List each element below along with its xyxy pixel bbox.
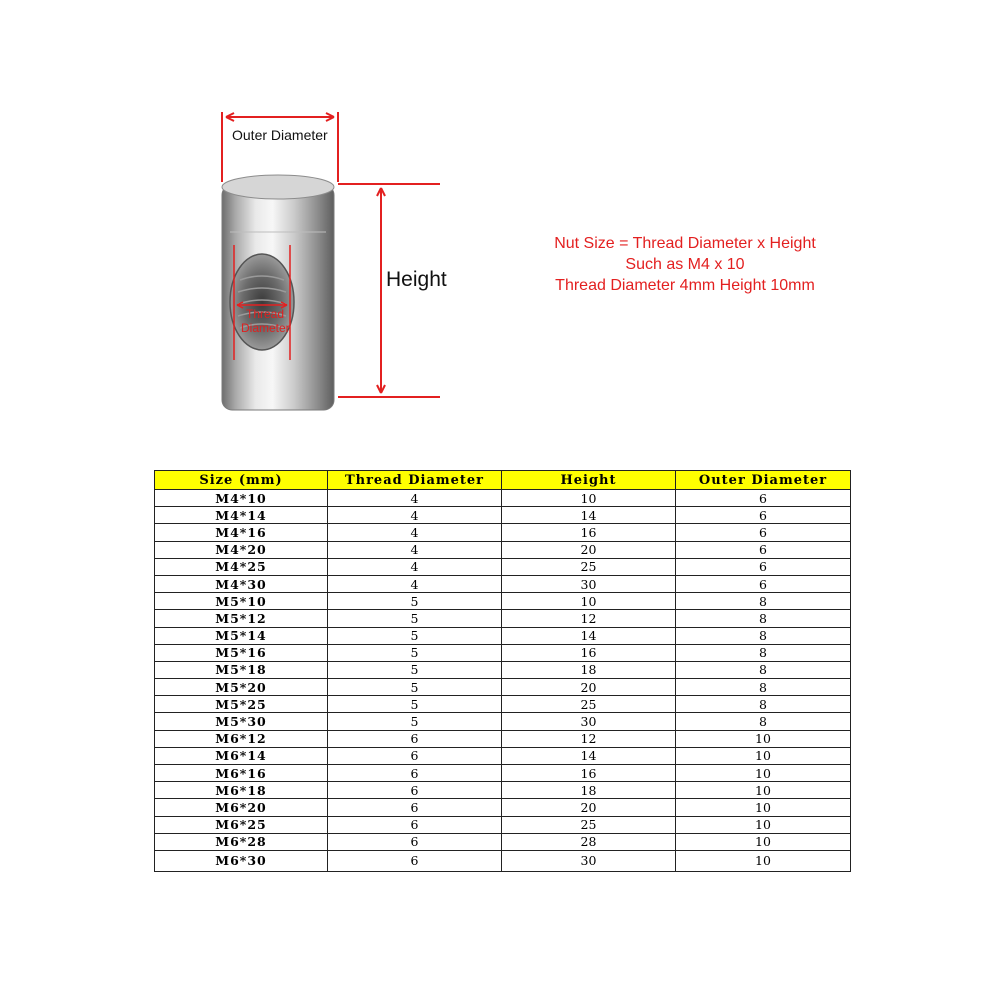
- height-cell: 20: [502, 799, 676, 816]
- thread-diameter-cell: 5: [328, 627, 502, 644]
- thread-diameter-cell: 4: [328, 558, 502, 575]
- note-line-3: Thread Diameter 4mm Height 10mm: [555, 277, 815, 294]
- outer-diameter-cell: 8: [676, 610, 851, 627]
- thread-diameter-cell: 6: [328, 730, 502, 747]
- outer-diameter-cell: 10: [676, 730, 851, 747]
- height-cell: 14: [502, 627, 676, 644]
- size-cell: M4*20: [155, 541, 328, 558]
- outer-diameter-cell: 10: [676, 782, 851, 799]
- outer-diameter-cell: 10: [676, 765, 851, 782]
- thread-diameter-cell: 5: [328, 593, 502, 610]
- thread-diameter-cell: 4: [328, 507, 502, 524]
- table-row: [155, 730, 851, 747]
- note-line-1: Nut Size = Thread Diameter x Height: [554, 235, 816, 252]
- thread-diameter-cell: 6: [328, 833, 502, 850]
- size-note: [520, 233, 850, 296]
- thread-diameter-cell: 5: [328, 610, 502, 627]
- height-cell: 18: [502, 661, 676, 678]
- outer-diameter-cell: 8: [676, 696, 851, 713]
- product-figure: [0, 0, 1000, 460]
- height-cell: 14: [502, 507, 676, 524]
- height-cell: 25: [502, 696, 676, 713]
- table-row: [155, 679, 851, 696]
- thread-diameter-cell: 4: [328, 490, 502, 507]
- outer-diameter-label: Outer Diameter: [232, 127, 328, 143]
- table-row: [155, 507, 851, 524]
- note-line-2: Such as M4 x 10: [625, 256, 745, 273]
- thread-diameter-cell: 5: [328, 661, 502, 678]
- height-cell: 12: [502, 610, 676, 627]
- outer-diameter-cell: 8: [676, 661, 851, 678]
- height-cell: 30: [502, 575, 676, 592]
- table-row: [155, 627, 851, 644]
- size-cell: M6*20: [155, 799, 328, 816]
- table-row: [155, 782, 851, 799]
- outer-diameter-cell: 10: [676, 816, 851, 833]
- header-size: Size (mm): [155, 471, 328, 490]
- height-cell: 10: [502, 490, 676, 507]
- size-cell: M4*30: [155, 575, 328, 592]
- outer-diameter-cell: 8: [676, 593, 851, 610]
- thread-diameter-cell: 4: [328, 541, 502, 558]
- size-cell: M5*10: [155, 593, 328, 610]
- size-cell: M5*25: [155, 696, 328, 713]
- table-row: [155, 747, 851, 764]
- thread-diameter-cell: 6: [328, 782, 502, 799]
- table-row: [155, 833, 851, 850]
- thread-diameter-cell: 5: [328, 644, 502, 661]
- table-row: [155, 644, 851, 661]
- thread-diameter-cell: 6: [328, 747, 502, 764]
- outer-diameter-cell: 10: [676, 850, 851, 871]
- table-row: [155, 799, 851, 816]
- height-cell: 10: [502, 593, 676, 610]
- thread-diameter-cell: 4: [328, 575, 502, 592]
- table-row: [155, 593, 851, 610]
- height-label: Height: [386, 268, 447, 291]
- table-row: [155, 661, 851, 678]
- table-row: [155, 816, 851, 833]
- outer-diameter-cell: 6: [676, 558, 851, 575]
- size-cell: M5*12: [155, 610, 328, 627]
- header-thread-diameter: Thread Diameter: [328, 471, 502, 490]
- height-cell: 20: [502, 541, 676, 558]
- table-row: [155, 524, 851, 541]
- barrel-nut-diagram: [0, 0, 1000, 460]
- outer-diameter-cell: 8: [676, 713, 851, 730]
- thread-diameter-cell: 6: [328, 850, 502, 871]
- height-cell: 25: [502, 816, 676, 833]
- table-row: [155, 850, 851, 871]
- thread-diameter-label: Thread Diameter: [241, 307, 290, 335]
- thread-diameter-cell: 6: [328, 765, 502, 782]
- size-cell: M4*25: [155, 558, 328, 575]
- header-height: Height: [502, 471, 676, 490]
- outer-diameter-cell: 6: [676, 524, 851, 541]
- outer-diameter-cell: 8: [676, 644, 851, 661]
- height-cell: 16: [502, 765, 676, 782]
- thread-diameter-cell: 6: [328, 816, 502, 833]
- thread-diameter-cell: 6: [328, 799, 502, 816]
- size-cell: M6*28: [155, 833, 328, 850]
- size-cell: M6*30: [155, 850, 328, 871]
- size-table: [154, 470, 851, 872]
- outer-diameter-cell: 6: [676, 507, 851, 524]
- height-cell: 18: [502, 782, 676, 799]
- size-cell: M5*18: [155, 661, 328, 678]
- table-row: [155, 713, 851, 730]
- thread-diameter-cell: 5: [328, 713, 502, 730]
- size-cell: M5*20: [155, 679, 328, 696]
- height-cell: 16: [502, 644, 676, 661]
- table-header-row: [155, 471, 851, 490]
- outer-diameter-cell: 6: [676, 490, 851, 507]
- table-row: [155, 558, 851, 575]
- size-cell: M5*30: [155, 713, 328, 730]
- outer-diameter-cell: 8: [676, 627, 851, 644]
- height-cell: 12: [502, 730, 676, 747]
- size-cell: M6*18: [155, 782, 328, 799]
- outer-diameter-cell: 6: [676, 541, 851, 558]
- size-cell: M6*12: [155, 730, 328, 747]
- outer-diameter-cell: 10: [676, 833, 851, 850]
- size-cell: M5*14: [155, 627, 328, 644]
- outer-diameter-cell: 10: [676, 747, 851, 764]
- height-cell: 25: [502, 558, 676, 575]
- size-cell: M4*14: [155, 507, 328, 524]
- table-row: [155, 765, 851, 782]
- size-cell: M6*14: [155, 747, 328, 764]
- size-cell: M6*25: [155, 816, 328, 833]
- size-cell: M4*10: [155, 490, 328, 507]
- height-cell: 20: [502, 679, 676, 696]
- size-cell: M4*16: [155, 524, 328, 541]
- outer-diameter-cell: 8: [676, 679, 851, 696]
- table-row: [155, 696, 851, 713]
- size-cell: M5*16: [155, 644, 328, 661]
- height-cell: 30: [502, 713, 676, 730]
- thread-diameter-cell: 5: [328, 679, 502, 696]
- table-row: [155, 610, 851, 627]
- thread-diameter-cell: 5: [328, 696, 502, 713]
- height-cell: 14: [502, 747, 676, 764]
- size-cell: M6*16: [155, 765, 328, 782]
- height-cell: 30: [502, 850, 676, 871]
- table-row: [155, 541, 851, 558]
- outer-diameter-dimension: [222, 112, 338, 182]
- height-cell: 16: [502, 524, 676, 541]
- height-cell: 28: [502, 833, 676, 850]
- table-row: [155, 490, 851, 507]
- thread-diameter-cell: 4: [328, 524, 502, 541]
- barrel-nut: [222, 175, 334, 410]
- table-row: [155, 575, 851, 592]
- outer-diameter-cell: 10: [676, 799, 851, 816]
- outer-diameter-cell: 6: [676, 575, 851, 592]
- header-outer-diameter: Outer Diameter: [676, 471, 851, 490]
